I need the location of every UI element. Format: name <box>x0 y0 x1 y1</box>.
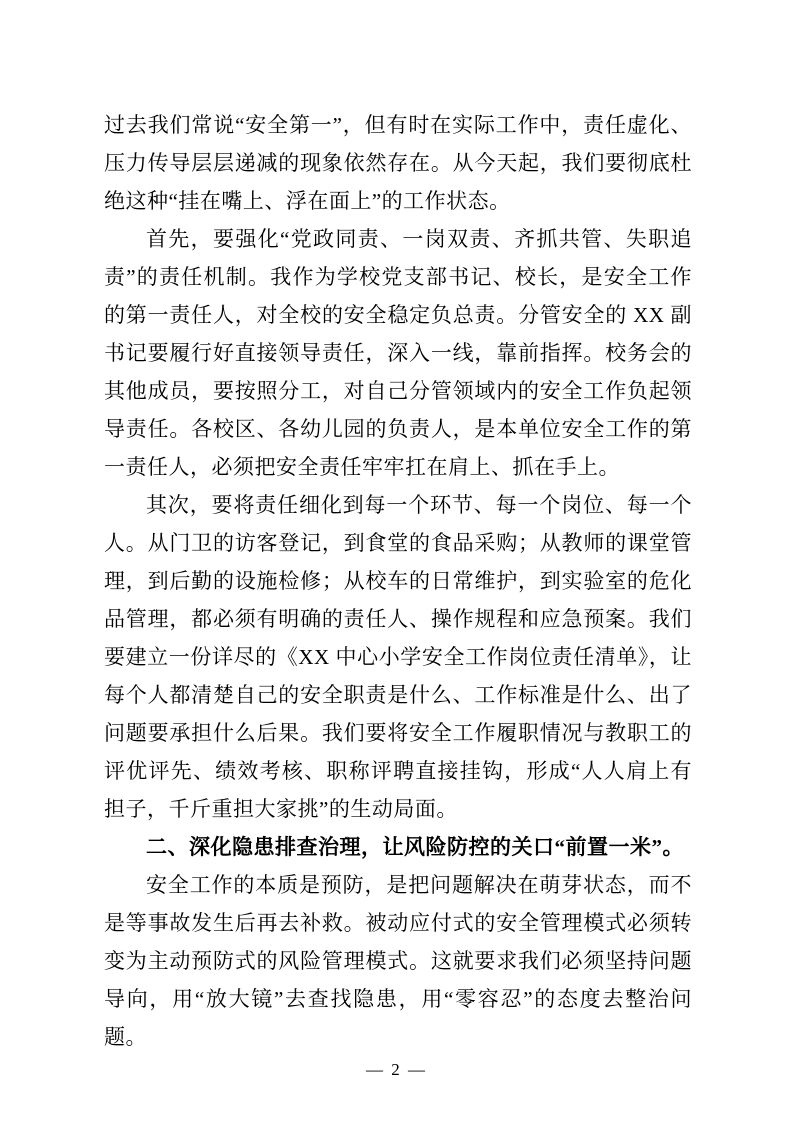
document-body <box>104 106 692 1056</box>
section-heading: 二、深化隐患排查治理，让风险防控的关口“前置一米”。 <box>146 835 684 859</box>
paragraph-continuation: 过去我们常说“安全第一”，但有时在实际工作中，责任虚化、压力传导层层递减的现象依然存在。从今天起，我们要彻底杜绝这种“挂在嘴上、浮在面上”的工作状态。 <box>104 113 692 213</box>
page-number: — 2 — <box>366 1060 427 1079</box>
paragraph-responsibility-mechanism: 首先，要强化“党政同责、一岗双责、齐抓共管、失职追责”的责任机制。我作为学校党支部书记、校长，是安全工作的第一责任人，对全校的安全稳定负总责。分管安全的 XX 副书记要履行好直接领导责任，深入一线，靠前指挥。校务会的其他成员，要按照分工，对自己分管领域内的安全工作负起领导责任。各校区、各幼儿园的负责人，是本单位安全工作的第一责任人，必须把安全责任牢牢扛在肩上、抓在手上。 <box>104 227 692 479</box>
paragraph-risk-prevention: 安全工作的本质是预防，是把问题解决在萌芽状态，而不是等事故发生后再去补救。被动应付式的安全管理模式必须转变为主动预防式的风险管理模式。这就要求我们必须坚持问题导向，用“放大镜”去查找隐患，用“零容忍”的态度去整治问题。 <box>104 873 692 1049</box>
paragraph-responsibility-detail: 其次，要将责任细化到每一个环节、每一个岗位、每一个人。从门卫的访客登记，到食堂的食品采购；从教师的课堂管理，到后勤的设施检修；从校车的日常维护，到实验室的危化品管理，都必须有明确的责任人、操作规程和应急预案。我们要建立一份详尽的《XX 中心小学安全工作岗位责任清单》，让每个人都清楚自己的安全职责是什么、工作标准是什么、出了问题要承担什么后果。我们要将安全工作履职情况与教职工的评优评先、绩效考核、职称评聘直接挂钩，形成“人人肩上有担子，千斤重担大家挑”的生动局面。 <box>104 493 692 821</box>
